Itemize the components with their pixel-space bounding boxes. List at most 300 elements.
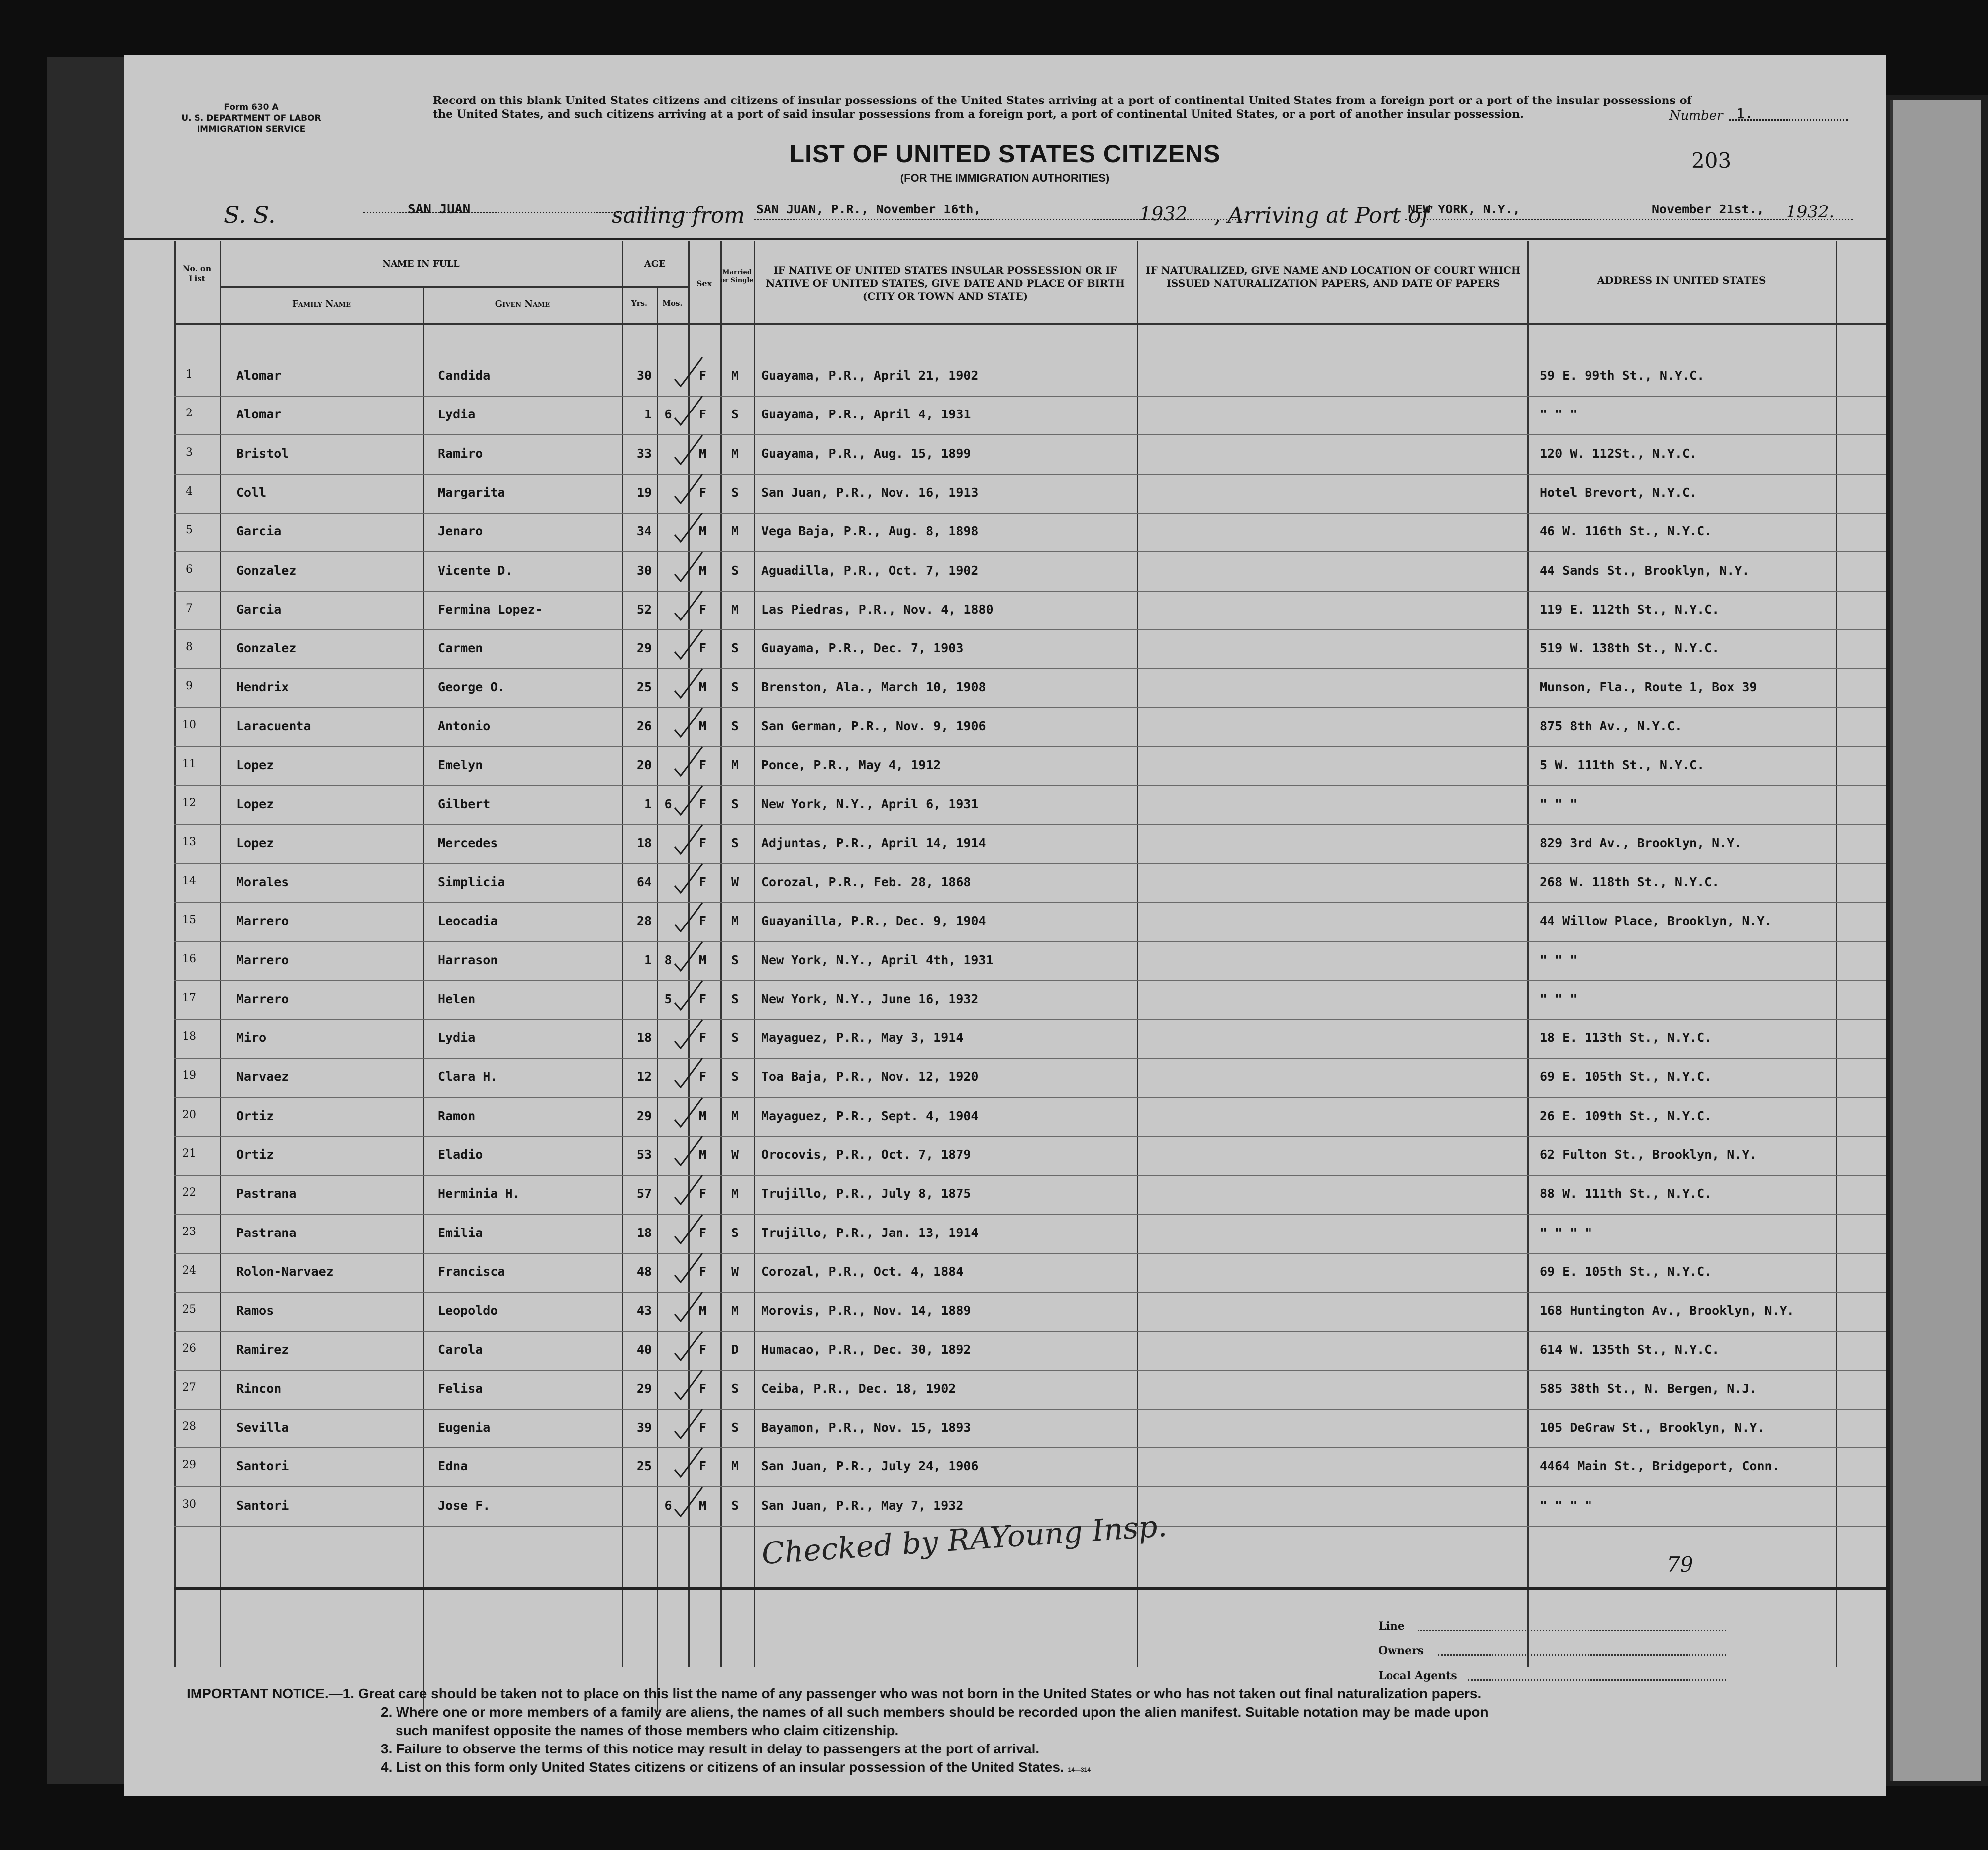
table-row xyxy=(174,1449,1886,1488)
table-bottom-rule xyxy=(174,1587,1886,1590)
age-years: 29 xyxy=(636,1108,652,1123)
marital-status: M xyxy=(731,1108,739,1123)
marital-status: S xyxy=(731,797,739,812)
sex: M xyxy=(698,680,707,695)
us-address: 69 E. 105th St., N.Y.C. xyxy=(1540,1069,1712,1084)
notice-item-2: 2. Where one or more members of a family are aliens, the names of all such members should be recorded upon the alien manifest. Suitable notation may be made upon xyxy=(381,1704,1489,1720)
family-name: Rincon xyxy=(236,1381,282,1396)
table-row xyxy=(174,358,1886,397)
check-mark-icon xyxy=(672,665,706,704)
marital-status: M xyxy=(731,368,739,383)
check-mark-icon xyxy=(672,1171,706,1210)
birth-place-date: Guayama, P.R., April 21, 1902 xyxy=(761,368,979,383)
sex: F xyxy=(698,485,707,500)
family-name: Pastrana xyxy=(236,1225,297,1240)
us-address: 875 8th Av., N.Y.C. xyxy=(1540,719,1682,733)
check-mark-icon xyxy=(672,1444,706,1483)
check-mark-icon xyxy=(672,1054,706,1093)
us-address: 44 Willow Place, Brooklyn, N.Y. xyxy=(1540,914,1772,928)
sex: F xyxy=(698,758,707,772)
ship-label: S. S. xyxy=(224,202,276,228)
form-instructions: Record on this blank United States citizens and citizens of insular possessions of the United States arriving at a port of continental United States from a foreign port or a port of the insular possessions of the United States, and such citizens arriving at a port of said insular possessions from a foreign port, a port of continental United States, or a port of another insular possession. xyxy=(433,94,1691,121)
birth-place-date: Aguadilla, P.R., Oct. 7, 1902 xyxy=(761,563,979,578)
marital-status: M xyxy=(731,758,739,772)
age-years: 30 xyxy=(636,563,652,578)
header-bottom-rule xyxy=(174,323,1886,325)
header-sex: Sex xyxy=(696,279,712,288)
row-number: 15 xyxy=(182,914,196,926)
given-name: Margarita xyxy=(438,485,505,500)
sex: F xyxy=(698,1186,707,1201)
given-name: Ramiro xyxy=(438,446,483,461)
age-months: 8 xyxy=(664,952,672,967)
family-name: Garcia xyxy=(236,602,282,617)
sex: F xyxy=(698,1342,707,1357)
table-row xyxy=(174,436,1886,475)
marital-status: M xyxy=(731,446,739,461)
row-number: 12 xyxy=(182,797,196,810)
marital-status: S xyxy=(731,680,739,695)
row-number: 14 xyxy=(182,874,196,887)
family-name: Pastrana xyxy=(236,1186,297,1201)
sex: M xyxy=(698,524,707,539)
check-mark-icon xyxy=(672,938,706,977)
line-field xyxy=(1418,1630,1726,1631)
table-row xyxy=(174,982,1886,1021)
family-name: Lopez xyxy=(236,797,274,812)
checked-by-signature: Checked by RAYoung Insp. xyxy=(760,1508,1168,1572)
table-row xyxy=(174,631,1886,670)
family-name: Gonzalez xyxy=(236,641,297,656)
given-name: Felisa xyxy=(438,1381,483,1396)
marital-status: S xyxy=(731,1069,739,1084)
table-row xyxy=(174,1293,1886,1332)
row-number: 25 xyxy=(182,1303,196,1316)
birth-place-date: Corozal, P.R., Feb. 28, 1868 xyxy=(761,874,971,889)
header-birth: IF NATIVE OF UNITED STATES INSULAR POSSESSION OR IF NATIVE OF UNITED STATES, GIVE DATE AND PLACE OF BIRTH (CITY OR TOWN AND STATE) xyxy=(766,264,1125,302)
marital-status: S xyxy=(731,1498,739,1513)
sex: F xyxy=(698,602,707,617)
birth-place-date: Guayama, P.R., Dec. 7, 1903 xyxy=(761,641,964,656)
family-name: Morales xyxy=(236,874,289,889)
row-number: 23 xyxy=(182,1225,196,1238)
us-address: 62 Fulton St., Brooklyn, N.Y. xyxy=(1540,1147,1757,1162)
row-number: 22 xyxy=(182,1186,196,1199)
check-mark-icon xyxy=(672,1366,706,1405)
check-mark-icon xyxy=(672,431,706,470)
notice-item-4 xyxy=(187,1758,1858,1779)
age-years: 25 xyxy=(636,680,652,695)
form-identifier xyxy=(169,102,333,135)
age-months: 6 xyxy=(664,1498,672,1513)
header-name-in-full: NAME IN FULL xyxy=(382,259,460,269)
age-months: 6 xyxy=(664,407,672,422)
family-name: Lopez xyxy=(236,758,274,772)
table-row xyxy=(174,787,1886,825)
us-address: 26 E. 109th St., N.Y.C. xyxy=(1540,1108,1712,1123)
row-number: 26 xyxy=(182,1342,196,1355)
us-address: 829 3rd Av., Brooklyn, N.Y. xyxy=(1540,835,1742,850)
us-address: 168 Huntington Av., Brooklyn, N.Y. xyxy=(1540,1303,1794,1318)
table-row xyxy=(174,1216,1886,1254)
birth-place-date: Brenston, Ala., March 10, 1908 xyxy=(761,680,986,695)
birth-place-date: San Juan, P.R., Nov. 16, 1913 xyxy=(761,485,979,500)
arriving-label: , Arriving at Port of xyxy=(1214,203,1429,228)
given-name: Lydia xyxy=(438,407,476,422)
sex: M xyxy=(698,719,707,733)
row-number: 13 xyxy=(182,835,196,848)
given-name: Mercedes xyxy=(438,835,498,850)
us-address: " " " " xyxy=(1540,1498,1592,1513)
arrival-port: NEW YORK, N.Y., xyxy=(1408,202,1520,216)
age-years: 64 xyxy=(636,874,652,889)
sex: F xyxy=(698,407,707,422)
page-title: LIST OF UNITED STATES CITIZENS xyxy=(789,140,1221,168)
birth-place-date: San Juan, P.R., July 24, 1906 xyxy=(761,1459,979,1474)
sex: F xyxy=(698,1459,707,1474)
row-number: 8 xyxy=(186,641,193,654)
family-name: Coll xyxy=(236,485,267,500)
birth-place-date: Bayamon, P.R., Nov. 15, 1893 xyxy=(761,1420,971,1435)
given-name: Emilia xyxy=(438,1225,483,1240)
check-mark-icon xyxy=(672,392,706,431)
age-years: 57 xyxy=(636,1186,652,1201)
age-years: 40 xyxy=(636,1342,652,1357)
check-mark-icon xyxy=(672,353,706,392)
header-address: ADDRESS IN UNITED STATES xyxy=(1597,274,1766,286)
page-stamp-number: 203 xyxy=(1691,148,1732,173)
us-address: " " " xyxy=(1540,991,1578,1006)
header-subrule xyxy=(220,286,688,288)
birth-place-date: Morovis, P.R., Nov. 14, 1889 xyxy=(761,1303,971,1318)
row-number: 5 xyxy=(186,524,193,537)
table-row xyxy=(174,1137,1886,1176)
sex: F xyxy=(698,641,707,656)
family-name: Ramirez xyxy=(236,1342,289,1357)
us-address: Hotel Brevort, N.Y.C. xyxy=(1540,485,1697,500)
us-address: 59 E. 99th St., N.Y.C. xyxy=(1540,368,1705,383)
age-years: 20 xyxy=(636,758,652,772)
age-years: 28 xyxy=(636,914,652,928)
family-name: Alomar xyxy=(236,368,282,383)
check-mark-icon xyxy=(672,548,706,587)
us-address: 519 W. 138th St., N.Y.C. xyxy=(1540,641,1720,656)
table-row xyxy=(174,1099,1886,1137)
age-years: 26 xyxy=(636,719,652,733)
check-mark-icon xyxy=(672,509,706,548)
us-address: 18 E. 113th St., N.Y.C. xyxy=(1540,1030,1712,1045)
table-row xyxy=(174,1021,1886,1059)
birth-place-date: Guayama, P.R., April 4, 1931 xyxy=(761,407,971,422)
sex: M xyxy=(698,1147,707,1162)
given-name: Clara H. xyxy=(438,1069,498,1084)
check-mark-icon xyxy=(672,1249,706,1288)
notice-item-1: —1. Great care should be taken not to place on this list the name of any passenger who was not born in the United States or who has not taken out final naturalization papers. xyxy=(328,1686,1482,1701)
age-years: 1 xyxy=(644,407,652,422)
family-name: Garcia xyxy=(236,524,282,539)
marital-status: S xyxy=(731,952,739,967)
row-number: 16 xyxy=(182,952,196,965)
us-address: " " " xyxy=(1540,797,1578,812)
birth-place-date: New York, N.Y., April 4th, 1931 xyxy=(761,952,994,967)
age-years: 12 xyxy=(636,1069,652,1084)
sex: M xyxy=(698,952,707,967)
age-years: 18 xyxy=(636,835,652,850)
given-name: Gilbert xyxy=(438,797,491,812)
header-naturalized: IF NATURALIZED, GIVE NAME AND LOCATION OF COURT WHICH ISSUED NATURALIZATION PAPERS, AND DATE OF PAPERS xyxy=(1146,264,1521,289)
notice-item-3: 3. Failure to observe the terms of this notice may result in delay to passengers at the port of arrival. xyxy=(381,1741,1040,1756)
number-value: 1. xyxy=(1736,105,1753,122)
us-address: 614 W. 135th St., N.Y.C. xyxy=(1540,1342,1720,1357)
sailing-year: 1932 xyxy=(1139,203,1188,225)
check-mark-icon xyxy=(672,782,706,821)
given-name: Simplicia xyxy=(438,874,505,889)
check-mark-icon xyxy=(672,1328,706,1366)
age-years: 33 xyxy=(636,446,652,461)
table-row xyxy=(174,1371,1886,1410)
table-row xyxy=(174,943,1886,982)
sex: F xyxy=(698,1030,707,1045)
check-mark-icon xyxy=(672,1211,706,1249)
given-name: Herminia H. xyxy=(438,1186,520,1201)
owners-label: Owners xyxy=(1378,1644,1424,1657)
marital-status: S xyxy=(731,1225,739,1240)
age-years: 43 xyxy=(636,1303,652,1318)
family-name: Marrero xyxy=(236,991,289,1006)
table-row xyxy=(174,592,1886,631)
sex: M xyxy=(698,446,707,461)
us-address: 88 W. 111th St., N.Y.C. xyxy=(1540,1186,1712,1201)
sailing-from: SAN JUAN, P.R., November 16th, xyxy=(756,202,981,216)
passenger-count: 79 xyxy=(1667,1552,1693,1577)
table-row xyxy=(174,1333,1886,1371)
arrival-year: 1932. xyxy=(1786,202,1835,222)
us-address: " " " " xyxy=(1540,1225,1592,1240)
marital-status: S xyxy=(731,1420,739,1435)
us-address: 120 W. 112St., N.Y.C. xyxy=(1540,446,1697,461)
family-name: Lopez xyxy=(236,835,274,850)
marital-status: M xyxy=(731,914,739,928)
row-number: 2 xyxy=(186,407,193,420)
family-name: Ramos xyxy=(236,1303,274,1318)
row-number: 7 xyxy=(186,602,193,615)
check-mark-icon xyxy=(672,860,706,899)
given-name: Fermina Lopez- xyxy=(438,602,543,617)
marital-status: S xyxy=(731,641,739,656)
check-mark-icon xyxy=(672,1094,706,1132)
header-yrs: Yrs. xyxy=(631,299,648,308)
marital-status: S xyxy=(731,835,739,850)
row-number: 27 xyxy=(182,1381,196,1394)
row-number: 19 xyxy=(182,1069,196,1082)
age-years: 29 xyxy=(636,1381,652,1396)
family-name: Laracuenta xyxy=(236,719,311,733)
row-number: 10 xyxy=(182,719,196,731)
row-number: 30 xyxy=(182,1498,196,1511)
family-name: Rolon-Narvaez xyxy=(236,1264,334,1279)
age-years: 39 xyxy=(636,1420,652,1435)
table-row xyxy=(174,709,1886,748)
marital-status: S xyxy=(731,485,739,500)
us-address: 119 E. 112th St., N.Y.C. xyxy=(1540,602,1720,617)
given-name: George O. xyxy=(438,680,505,695)
given-name: Eladio xyxy=(438,1147,483,1162)
ship-name: SAN JUAN xyxy=(408,202,471,217)
table-row xyxy=(174,826,1886,865)
birth-place-date: Mayaguez, P.R., May 3, 1914 xyxy=(761,1030,964,1045)
given-name: Candida xyxy=(438,368,491,383)
marital-status: S xyxy=(731,1381,739,1396)
given-name: Edna xyxy=(438,1459,468,1474)
sex: F xyxy=(698,1225,707,1240)
department: U. S. DEPARTMENT OF LABOR xyxy=(181,113,321,123)
marital-status: M xyxy=(731,1459,739,1474)
birth-place-date: Ceiba, P.R., Dec. 18, 1902 xyxy=(761,1381,956,1396)
birth-place-date: San German, P.R., Nov. 9, 1906 xyxy=(761,719,986,733)
marital-status: S xyxy=(731,991,739,1006)
check-mark-icon xyxy=(672,626,706,665)
age-years: 53 xyxy=(636,1147,652,1162)
row-number: 20 xyxy=(182,1108,196,1121)
check-mark-icon xyxy=(672,1405,706,1444)
age-years: 18 xyxy=(636,1030,652,1045)
header-given-name: Given Name xyxy=(495,299,550,309)
row-number: 1 xyxy=(186,368,193,381)
marital-status: W xyxy=(731,1147,739,1162)
age-months: 5 xyxy=(664,991,672,1006)
birth-place-date: Trujillo, P.R., July 8, 1875 xyxy=(761,1186,971,1201)
given-name: Harrason xyxy=(438,952,498,967)
owners-field xyxy=(1438,1654,1726,1656)
family-name: Miro xyxy=(236,1030,267,1045)
table-row xyxy=(174,865,1886,904)
given-name: Francisca xyxy=(438,1264,505,1279)
marital-status: W xyxy=(731,1264,739,1279)
age-years: 18 xyxy=(636,1225,652,1240)
row-number: 11 xyxy=(182,758,196,770)
table-row xyxy=(174,1059,1886,1098)
header-married: Married or Single xyxy=(720,269,754,284)
arrival-date: November 21st., xyxy=(1652,202,1764,216)
sex: M xyxy=(698,1303,707,1318)
form-code: 14—314 xyxy=(1068,1766,1091,1773)
marital-status: S xyxy=(731,1030,739,1045)
sex: F xyxy=(698,874,707,889)
us-address: 105 DeGraw St., Brooklyn, N.Y. xyxy=(1540,1420,1765,1435)
manifest-page xyxy=(124,55,1886,1796)
row-number: 21 xyxy=(182,1147,196,1160)
age-years: 34 xyxy=(636,524,652,539)
table-row xyxy=(174,397,1886,436)
given-name: Leopoldo xyxy=(438,1303,498,1318)
sex: F xyxy=(698,368,707,383)
family-name: Sevilla xyxy=(236,1420,289,1435)
birth-place-date: Corozal, P.R., Oct. 4, 1884 xyxy=(761,1264,964,1279)
us-address: 46 W. 116th St., N.Y.C. xyxy=(1540,524,1712,539)
age-years: 1 xyxy=(644,797,652,812)
check-mark-icon xyxy=(672,1132,706,1171)
birth-place-date: Toa Baja, P.R., Nov. 12, 1920 xyxy=(761,1069,979,1084)
marital-status: M xyxy=(731,1303,739,1318)
birth-place-date: New York, N.Y., April 6, 1931 xyxy=(761,797,979,812)
age-years: 48 xyxy=(636,1264,652,1279)
marital-status: S xyxy=(731,563,739,578)
family-name: Bristol xyxy=(236,446,289,461)
age-years: 1 xyxy=(644,952,652,967)
us-address: " " " xyxy=(1540,407,1578,422)
row-number: 6 xyxy=(186,563,193,576)
marital-status: W xyxy=(731,874,739,889)
birth-place-date: Vega Baja, P.R., Aug. 8, 1898 xyxy=(761,524,979,539)
given-name: Antonio xyxy=(438,719,491,733)
family-name: Ortiz xyxy=(236,1147,274,1162)
sex: F xyxy=(698,1420,707,1435)
us-address: 4464 Main St., Bridgeport, Conn. xyxy=(1540,1459,1780,1474)
marital-status: S xyxy=(731,719,739,733)
birth-place-date: Orocovis, P.R., Oct. 7, 1879 xyxy=(761,1147,971,1162)
header-family-name: Family Name xyxy=(292,299,351,309)
age-years: 29 xyxy=(636,641,652,656)
sex: M xyxy=(698,1108,707,1123)
check-mark-icon xyxy=(672,1016,706,1054)
family-name: Narvaez xyxy=(236,1069,289,1084)
birth-place-date: Guayama, P.R., Aug. 15, 1899 xyxy=(761,446,971,461)
us-address: Munson, Fla., Route 1, Box 39 xyxy=(1540,680,1757,695)
header-no: No. on List xyxy=(182,264,212,283)
sex: F xyxy=(698,797,707,812)
sex: F xyxy=(698,1264,707,1279)
us-address: 69 E. 105th St., N.Y.C. xyxy=(1540,1264,1712,1279)
table-row xyxy=(174,1254,1886,1293)
birth-place-date: Guayanilla, P.R., Dec. 9, 1904 xyxy=(761,914,986,928)
given-name: Leocadia xyxy=(438,914,498,928)
header-rule xyxy=(124,238,1886,240)
given-name: Emelyn xyxy=(438,758,483,772)
family-name: Santori xyxy=(236,1459,289,1474)
row-number: 29 xyxy=(182,1459,196,1472)
check-mark-icon xyxy=(672,1288,706,1327)
given-name: Jose F. xyxy=(438,1498,491,1513)
given-name: Eugenia xyxy=(438,1420,491,1435)
birth-place-date: New York, N.Y., June 16, 1932 xyxy=(761,991,979,1006)
age-years: 19 xyxy=(636,485,652,500)
family-name: Alomar xyxy=(236,407,282,422)
marital-status: M xyxy=(731,524,739,539)
notice-item-2-cont: such manifest opposite the names of those members who claim citizenship. xyxy=(396,1723,899,1738)
marital-status: D xyxy=(731,1342,739,1357)
sex: F xyxy=(698,1381,707,1396)
sex: F xyxy=(698,1069,707,1084)
sex: F xyxy=(698,835,707,850)
table-row xyxy=(174,514,1886,553)
us-address: 5 W. 111th St., N.Y.C. xyxy=(1540,758,1705,772)
us-address: " " " xyxy=(1540,952,1578,967)
row-number: 3 xyxy=(186,446,193,459)
table-row xyxy=(174,553,1886,592)
check-mark-icon xyxy=(672,977,706,1016)
table-row xyxy=(174,1176,1886,1215)
family-name: Gonzalez xyxy=(236,563,297,578)
given-name: Helen xyxy=(438,991,476,1006)
marital-status: M xyxy=(731,602,739,617)
birth-place-date: Humacao, P.R., Dec. 30, 1892 xyxy=(761,1342,971,1357)
notice-item-4-text: 4. List on this form only United States citizens or citizens of an insular possession of the United States. xyxy=(381,1759,1064,1775)
number-label: Number xyxy=(1669,108,1723,123)
row-number: 17 xyxy=(182,991,196,1004)
sailing-label: sailing from xyxy=(612,203,745,228)
row-number: 28 xyxy=(182,1420,196,1433)
sex: M xyxy=(698,563,707,578)
